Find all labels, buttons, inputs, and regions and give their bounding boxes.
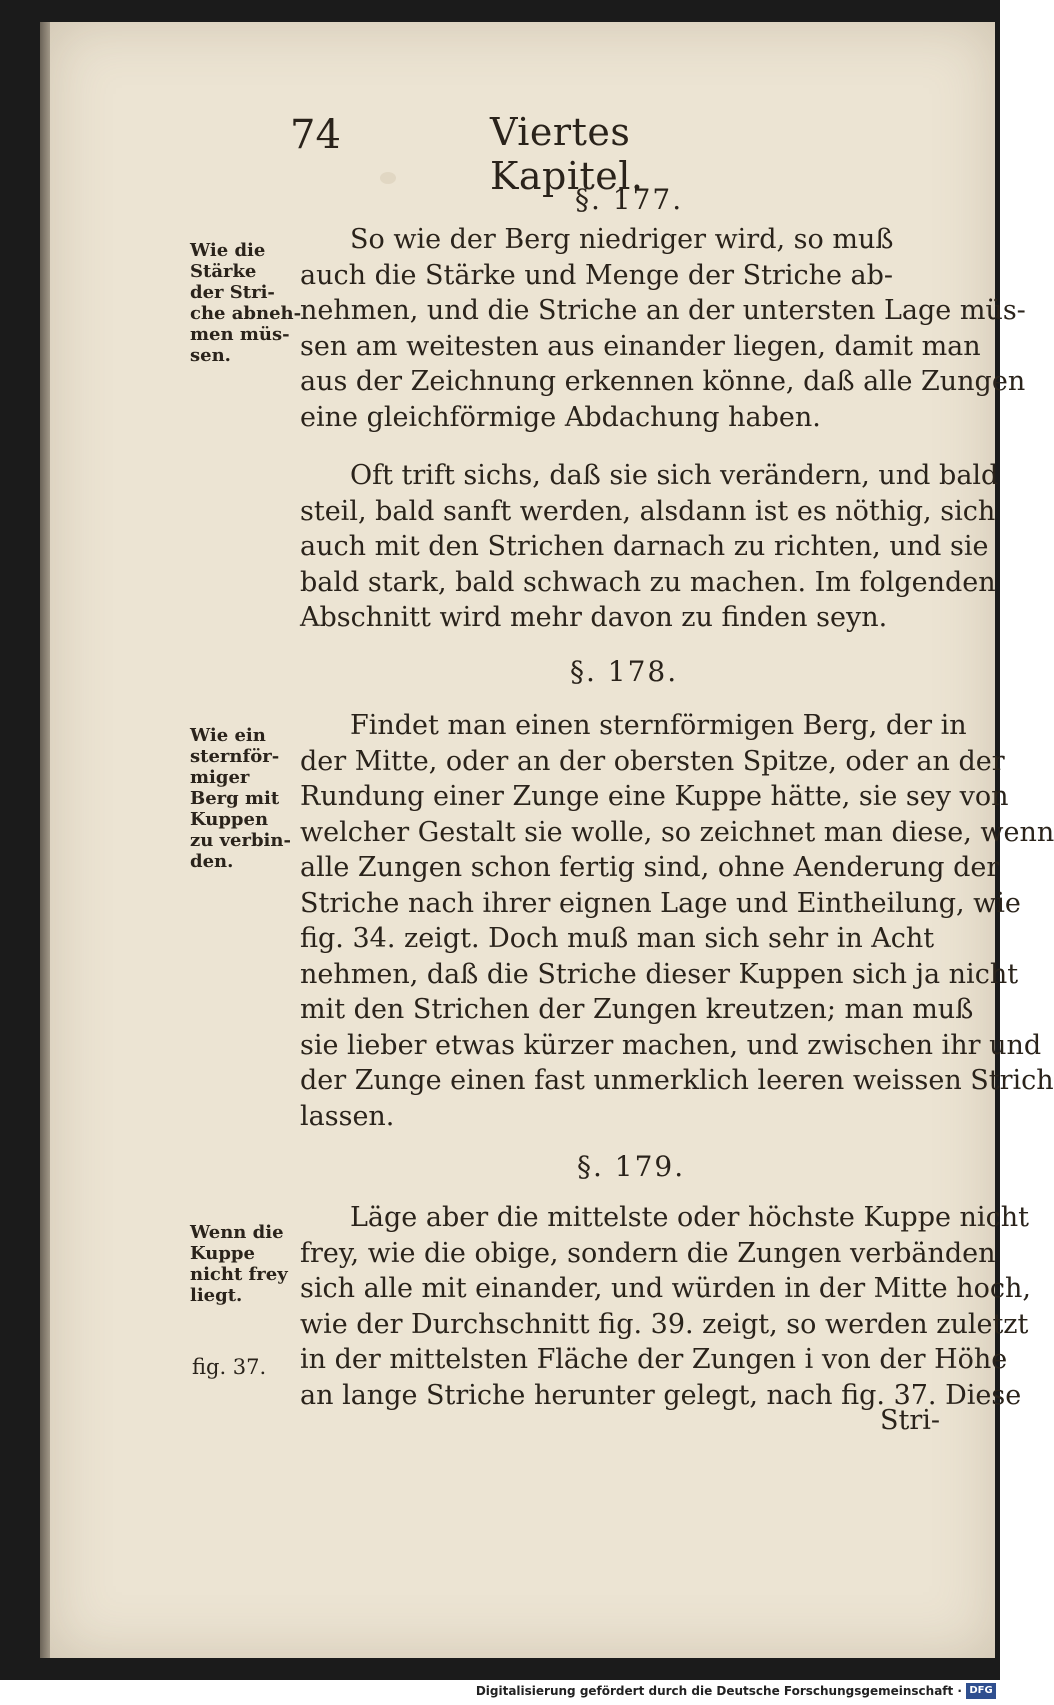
text-line: in der mittelsten Fläche der Zungen i von der Höhe: [300, 1344, 1008, 1375]
margin-note-line: che abneh-: [190, 303, 302, 324]
text-line: lassen.: [300, 1100, 395, 1132]
text-line: Abschnitt wird mehr davon zu finden seyn.: [300, 602, 888, 633]
section-heading-177: §. 177.: [575, 183, 684, 216]
text-line: der Zunge einen fast unmerklich leeren weissen Strich: [300, 1065, 1054, 1096]
paragraph-177-2: [300, 458, 999, 636]
text-line: Findet man einen sternförmigen Berg, der in: [350, 710, 967, 741]
text-line: auch mit den Strichen darnach zu richten, und sie: [300, 531, 989, 562]
text-line: der Mitte, oder an der obersten Spitze, oder an der: [300, 745, 1005, 777]
text-line: an lange Striche herunter gelegt, nach fig. 37. Diese: [300, 1379, 1022, 1411]
margin-note-line: miger: [190, 767, 250, 788]
margin-note-line: sternför-: [190, 746, 280, 767]
margin-note-line: nicht frey: [190, 1264, 288, 1285]
text-line: sie lieber etwas kürzer machen, und zwischen ihr und: [300, 1029, 1042, 1061]
text-line: Striche nach ihrer eignen Lage und Eintheilung, wie: [300, 887, 1021, 919]
text-line: wie der Durchschnitt fig. 39. zeigt, so werden zuletzt: [300, 1308, 1029, 1340]
text-line: fig. 34. zeigt. Doch muß man sich sehr in Acht: [300, 923, 935, 954]
margin-note-line: Wenn die: [190, 1222, 284, 1243]
text-line: mit den Strichen der Zungen kreutzen; man muß: [300, 994, 974, 1025]
text-line: bald stark, bald schwach zu machen. Im folgenden: [300, 566, 996, 598]
margin-note-178: [190, 725, 310, 872]
text-line: sich alle mit einander, und würden in der Mitte hoch,: [300, 1273, 1031, 1304]
text-line: alle Zungen schon fertig sind, ohne Aenderung der: [300, 852, 1000, 883]
margin-note-line: Kuppen: [190, 809, 269, 830]
margin-figure-reference: fig. 37.: [192, 1355, 267, 1379]
text-line: steil, bald sanft werden, alsdann ist es nöthig, sich: [300, 495, 996, 527]
margin-note-line: Berg mit: [190, 788, 280, 809]
margin-note-line: Stärke: [190, 261, 257, 282]
dfg-logo[interactable]: DFG: [966, 1683, 996, 1699]
footer-bar: [0, 1680, 1000, 1705]
margin-note-line: Kuppe: [190, 1243, 255, 1264]
margin-note-line: Wie die: [190, 240, 266, 261]
chapter-title: Viertes Kapitel.: [490, 110, 644, 198]
section-heading-179: §. 179.: [577, 1150, 686, 1183]
text-line: nehmen, und die Striche an der untersten Lage müs-: [300, 295, 1026, 326]
margin-note-line: men müs-: [190, 324, 290, 345]
section-heading-178: §. 178.: [570, 655, 679, 688]
text-line: sen am weitesten aus einander liegen, damit man: [300, 330, 981, 362]
margin-note-179: [190, 1222, 310, 1306]
paper-stain: [380, 172, 396, 184]
paragraph-179-1: [300, 1200, 1031, 1413]
catchword: Stri-: [880, 1405, 941, 1436]
text-line: auch die Stärke und Menge der Striche ab-: [300, 259, 894, 291]
text-line: welcher Gestalt sie wolle, so zeichnet man diese, wenn: [300, 816, 1054, 848]
paragraph-178-1: [300, 708, 1054, 1134]
footer-credit: Digitalisierung gefördert durch die Deutsche Forschungsgemeinschaft ·: [475, 1684, 962, 1698]
text-line: nehmen, daß die Striche dieser Kuppen sich ja nicht: [300, 958, 1019, 990]
text-line: eine gleichförmige Abdachung haben.: [300, 401, 821, 433]
text-line: Oft trift sichs, daß sie sich verändern, und bald: [350, 460, 999, 491]
margin-note-line: Wie ein: [190, 725, 266, 746]
margin-note-line: den.: [190, 851, 234, 872]
text-line: Läge aber die mittelste oder höchste Kuppe nicht: [350, 1202, 1029, 1233]
margin-note-line: sen.: [190, 345, 231, 366]
text-line: frey, wie die obige, sondern die Zungen verbänden: [300, 1237, 996, 1269]
text-line: aus der Zeichnung erkennen könne, daß alle Zungen: [300, 366, 1026, 397]
margin-note-line: zu verbin-: [190, 830, 291, 851]
paragraph-177-1: [300, 222, 1026, 435]
page-number: 74: [290, 112, 341, 158]
margin-note-line: liegt.: [190, 1285, 243, 1306]
margin-note-177: [190, 240, 310, 366]
text-line: So wie der Berg niedriger wird, so muß: [350, 224, 894, 255]
margin-note-line: der Stri-: [190, 282, 275, 303]
running-head: [250, 92, 770, 198]
text-line: Rundung einer Zunge eine Kuppe hätte, sie sey von: [300, 781, 1009, 812]
